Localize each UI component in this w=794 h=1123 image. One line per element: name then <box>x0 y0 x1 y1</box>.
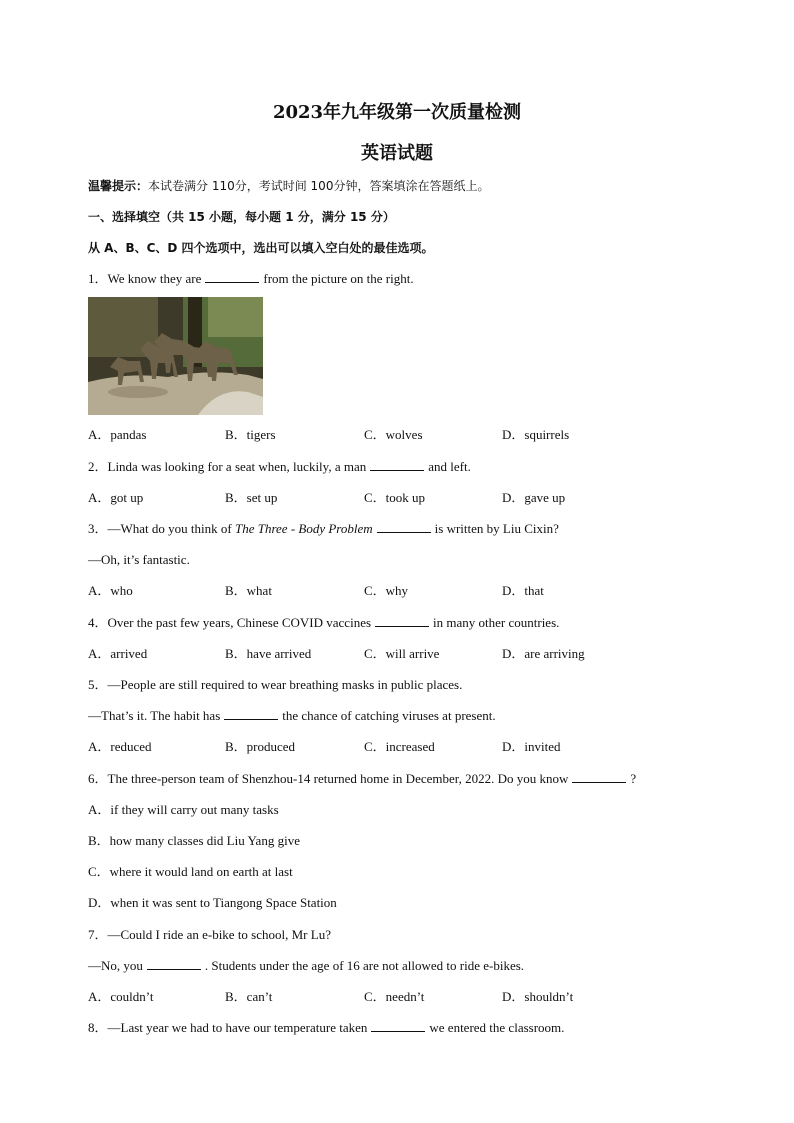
question-8 <box>88 1020 564 1036</box>
answer-blank <box>377 521 431 533</box>
answer-blank <box>224 708 278 720</box>
question-text: 6．The three-person team of Shenzhou-14 returned home in December, 2022. Do you know <box>88 771 569 786</box>
question-text: 2．Linda was looking for a seat when, luckily, a man <box>88 459 367 474</box>
option-b[interactable]: B．have arrived <box>225 646 312 661</box>
question-3 <box>88 521 559 537</box>
answer-blank <box>370 459 424 471</box>
question-5-line-2 <box>88 708 496 724</box>
section-heading: 一、选择填空（共 15 小题，每小题 1 分，满分 15 分） <box>88 210 395 224</box>
option-b[interactable]: B．tigers <box>225 427 276 442</box>
question-2 <box>88 459 471 475</box>
question-text: —That’s it. The habit has <box>88 708 221 723</box>
notice-label: 温馨提示： <box>88 179 149 193</box>
answer-blank <box>371 1020 425 1032</box>
question-text-end: is written by Liu Cixin? <box>434 521 559 536</box>
option-d[interactable]: D．shouldn’t <box>502 989 574 1004</box>
option-c[interactable]: C．wolves <box>364 427 423 442</box>
option-c[interactable]: C．needn’t <box>364 989 425 1004</box>
question-text-end: in many other countries. <box>433 615 560 630</box>
question-text: 4．Over the past few years, Chinese COVID vaccines <box>88 615 372 630</box>
option-a[interactable]: A．reduced <box>88 739 152 754</box>
exam-subtitle: 英语试题 <box>361 143 433 164</box>
question-4 <box>88 615 559 631</box>
option-d[interactable]: D．gave up <box>502 490 566 505</box>
answer-blank <box>205 271 259 283</box>
question-text: 1．We know they are <box>88 271 202 286</box>
question-text: —No, you <box>88 958 143 973</box>
question-text-end: we entered the classroom. <box>429 1020 565 1035</box>
answer-blank <box>375 615 429 627</box>
option-a[interactable]: A．if they will carry out many tasks <box>88 802 279 817</box>
option-a[interactable]: A．pandas <box>88 427 147 442</box>
reply-line: —Oh, it’s fantastic. <box>88 552 190 567</box>
option-d[interactable]: D．that <box>502 583 544 598</box>
question-text-end: from the picture on the right. <box>263 271 414 286</box>
option-c[interactable]: C．will arrive <box>364 646 440 661</box>
question-text: 8．—Last year we had to have our temperature taken <box>88 1020 368 1035</box>
question-text-end: the chance of catching viruses at present. <box>282 708 496 723</box>
book-title: The Three - Body Problem <box>234 521 373 536</box>
option-d[interactable]: D．when it was sent to Tiangong Space Station <box>88 895 337 910</box>
question-1 <box>88 271 414 287</box>
option-a[interactable]: A．got up <box>88 490 144 505</box>
option-c[interactable]: C．where it would land on earth at last <box>88 864 293 879</box>
option-a[interactable]: A．couldn’t <box>88 989 154 1004</box>
option-b[interactable]: B．produced <box>225 739 296 754</box>
question-text-end: and left. <box>428 459 471 474</box>
wolves-photo <box>88 297 263 415</box>
notice <box>88 178 489 194</box>
question-text-end: ? <box>630 771 637 786</box>
answer-blank <box>147 958 201 970</box>
question-text: 3．—What do you think of <box>88 521 232 536</box>
option-c[interactable]: C．increased <box>364 739 435 754</box>
question-5: 5．—People are still required to wear breathing masks in public places. <box>88 677 463 692</box>
option-c[interactable]: C．took up <box>364 490 426 505</box>
option-b[interactable]: B．what <box>225 583 272 598</box>
question-text-end: . Students under the age of 16 are not allowed to ride e-bikes. <box>204 958 525 973</box>
option-d[interactable]: D．squirrels <box>502 427 570 442</box>
option-b[interactable]: B．set up <box>225 490 278 505</box>
option-a[interactable]: A．who <box>88 583 133 598</box>
option-b[interactable]: B．how many classes did Liu Yang give <box>88 833 300 848</box>
exam-title: 2023年九年级第一次质量检测 <box>272 102 522 123</box>
option-b[interactable]: B．can’t <box>225 989 273 1004</box>
option-d[interactable]: D．are arriving <box>502 646 585 661</box>
option-c[interactable]: C．why <box>364 583 409 598</box>
notice-text: 本试卷满分 110分，考试时间 100分钟，答案填涂在答题纸上。 <box>148 179 490 193</box>
option-d[interactable]: D．invited <box>502 739 561 754</box>
question-7: 7．—Could I ride an e-bike to school, Mr Lu? <box>88 927 331 942</box>
answer-blank <box>572 771 626 783</box>
section-instruction: 从 A、B、C、D 四个选项中，选出可以填入空白处的最佳选项。 <box>88 241 434 255</box>
option-a[interactable]: A．arrived <box>88 646 148 661</box>
question-6 <box>88 771 636 787</box>
question-7-line-2 <box>88 958 524 974</box>
